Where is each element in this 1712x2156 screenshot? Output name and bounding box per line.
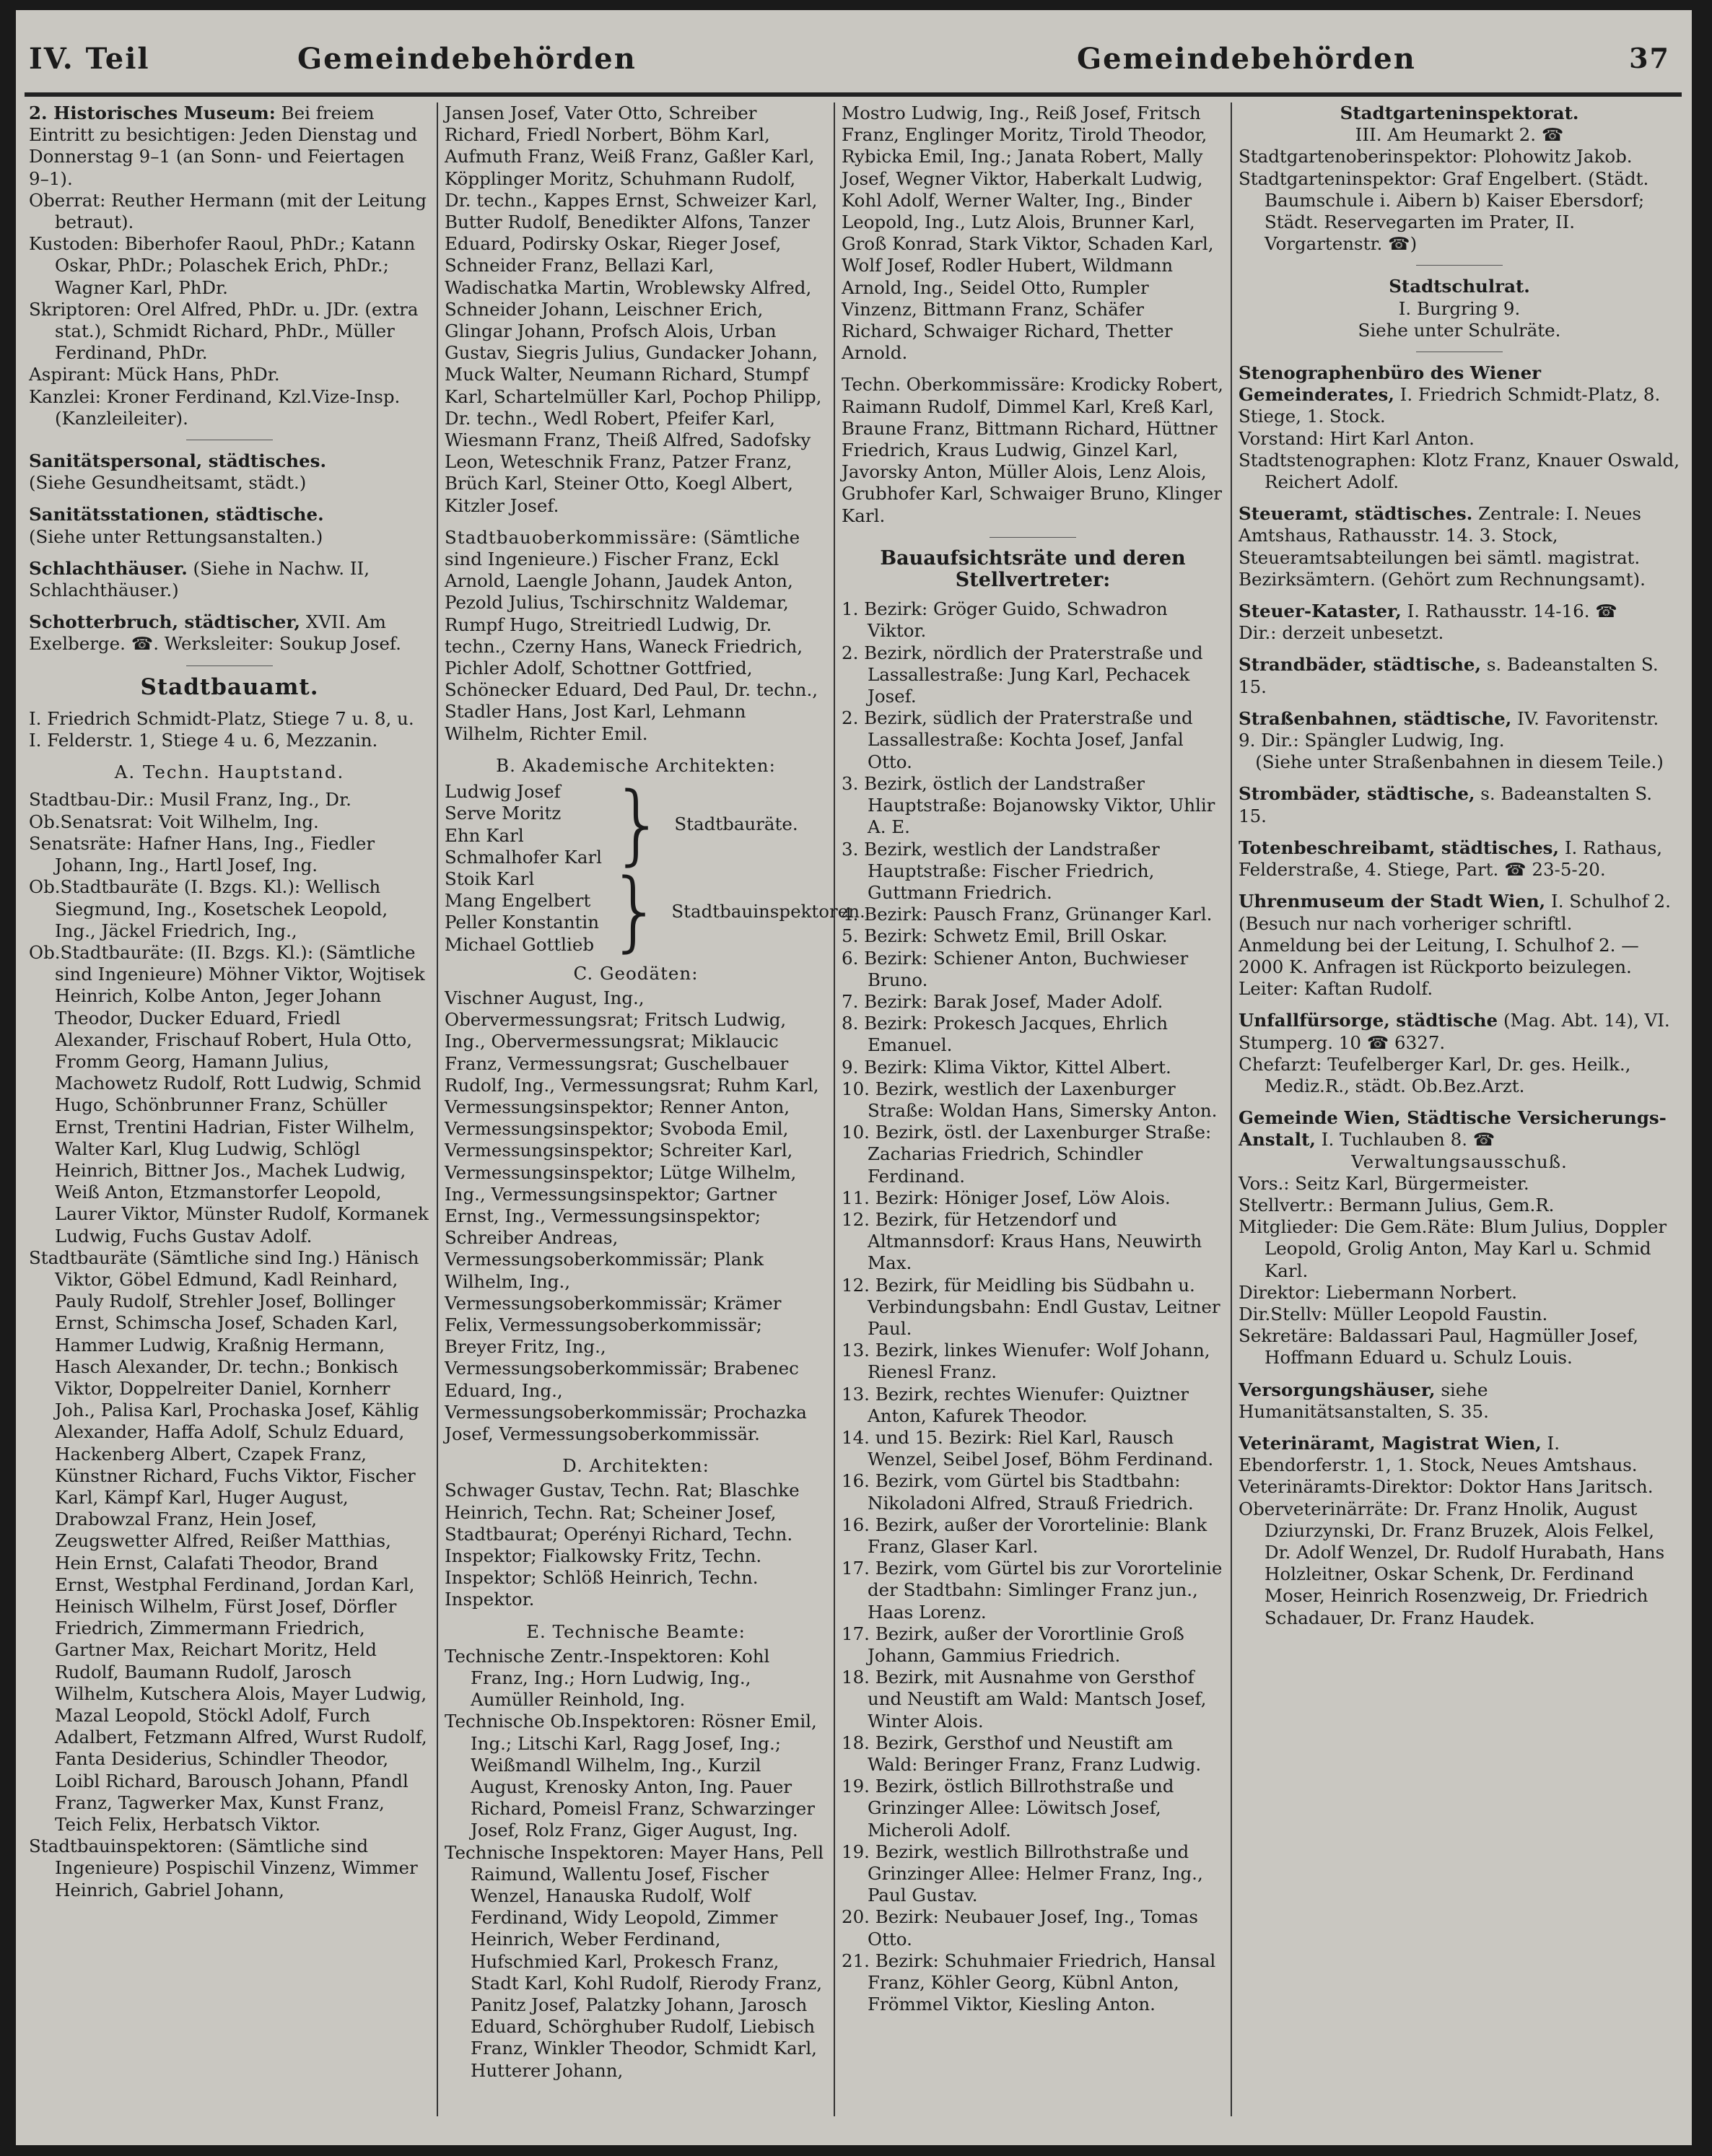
entry-title: Steuer-Kataster, [1239, 601, 1402, 622]
district-row: 5. Bezirk: Schwetz Emil, Brill Oskar. [842, 925, 1168, 947]
entry-text: I. Friedrich Schmidt-Platz, 8. Stiege, 1. Stock. [1239, 384, 1661, 427]
entry-title: Unfallfürsorge, städtische [1239, 1010, 1498, 1031]
district-row: 16. Bezirk, vom Gürtel bis Stadtbahn: Nikoladoni Alfred, Strauß Friedrich. [842, 1470, 1194, 1514]
subsection-title: A. Techn. Hauptstand. [114, 761, 345, 783]
entry-text: I. Schulhof 2. (Besuch nur nach vorheriger schriftl. Anmeldung bei der Leitung, I. Schulhof 2. — 2000 K. Anfragen ist Rückporto beizulegen. [1239, 891, 1671, 977]
steno-entry [1239, 362, 1680, 493]
entry-line: Kanzlei: Kroner Ferdinand, Kzl.Vize-Insp. (Kanzleileiter). [29, 385, 401, 429]
unfallfuersorge-entry [1239, 1010, 1680, 1097]
staff-line: Technische Ob.Inspektoren: Rösner Emil, Ing.; Litschi Karl, Ragg Josef, Ing.; Weißmandl Wilhelm, Ing., Kurzil August, Krenosky Anton, Ing. Pauer Richard, Pomeisl Franz, Schwarzinger Josef, Rolz Franz, Giger August, Ing. [445, 1711, 817, 1841]
staff-line: Stadtstenographen: Klotz Franz, Knauer Oswald, Reichert Adolf. [1239, 449, 1680, 493]
staff-line: Dir.Stellv: Müller Leopold Faustin. [1239, 1303, 1548, 1324]
staff-line: Technische Zentr.-Inspektoren: Kohl Franz, Ing.; Horn Ludwig, Ing., Aumüller Reinhold, Ing. [445, 1645, 770, 1711]
entry-text: Zentrale: I. Neues Amtshaus, Rathausstr. 14. 3. Stock, Steueramtsabteilungen bei sämtl. magistrat. Bezirksämtern. (Gehört zum Rechnungsamt). [1239, 503, 1646, 590]
district-row: 1. Bezirk: Gröger Guido, Schwadron Viktor. [842, 598, 1168, 642]
page-number: 37 [1629, 42, 1670, 74]
entry-title: Steueramt, städtisches. [1239, 503, 1473, 525]
staff-line: Ob.Stadtbauräte (I. Bzgs. Kl.): Wellisch Siegmund, Ing., Kosetschek Leopold, Ing., Jäckel Friedrich, Ing., [29, 876, 388, 941]
district-row: 4. Bezirk: Pausch Franz, Grünanger Karl. [842, 904, 1213, 925]
entry-title: Sanitätspersonal, städtisches. [29, 450, 326, 472]
staff-line: Stellvertr.: Bermann Julius, Gem.R. [1239, 1194, 1555, 1216]
entry-text: (Siehe Gesundheitsamt, städt.) [29, 472, 307, 494]
subsection-title: E. Technische Beamte: [526, 1620, 746, 1642]
separator [990, 537, 1076, 538]
column-divider [834, 102, 835, 2116]
entry-title: Schlachthäuser. [29, 557, 188, 579]
entry-text: I. Rathaus, Felderstraße, 4. Stiege, Part. ☎ 23-5-20. [1239, 837, 1663, 881]
district-row: 13. Bezirk, linkes Wienufer: Wolf Johann, Rienesl Franz. [842, 1340, 1210, 1383]
name: Michael Gottlieb [445, 933, 595, 955]
name-list [445, 868, 599, 956]
district-row: 6. Bezirk: Schiener Anton, Buchwieser Bruno. [842, 947, 1189, 990]
staff-line: Stadtbau-Dir.: Musil Franz, Ing., Dr. [29, 789, 351, 811]
strombaeder-entry [1239, 783, 1680, 826]
district-row: 10. Bezirk, östl. der Laxenburger Straße: Zacharias Friedrich, Schindler Ferdinand. [842, 1122, 1212, 1187]
district-row: 9. Bezirk: Klima Viktor, Kittel Albert. [842, 1056, 1171, 1078]
district-list [842, 598, 1224, 2015]
district-row: 13. Bezirk, rechtes Wienufer: Quiztner Anton, Kafurek Theodor. [842, 1383, 1189, 1426]
district-row: 11. Bezirk: Höniger Josef, Löw Alois. [842, 1187, 1171, 1208]
staff-line: Technische Inspektoren: Mayer Hans, Pell Raimund, Wallentu Josef, Fischer Wenzel, Hanauska Rudolf, Wolf Ferdinand, Widy Leopold, Zimmer Heinrich, Weber Ferdinand, Hufschmied Karl, Prokesch Franz, Stadt Karl, Kohl Rudolf, Rierody Franz, Panitz Josef, Palatzky Johann, Jarosch Eduard, Schörghuber Rudolf, Liebisch Franz, Winkler Theodor, Schmidt Karl, Hutterer Johann, [445, 1841, 824, 2081]
district-row: 18. Bezirk, mit Ausnahme von Gersthof und Neustift am Wald: Mantsch Josef, Winter Alois. [842, 1667, 1207, 1732]
district-row: 16. Bezirk, außer der Vorortelinie: Blank Franz, Glaser Karl. [842, 1514, 1207, 1557]
district-row: 21. Bezirk: Schuhmaier Friedrich, Hansal Franz, Köhler Georg, Kübnl Anton, Frömmel Viktor, Kiesling Anton. [842, 1950, 1216, 2015]
running-title-right: Gemeindebehörden [1077, 42, 1416, 76]
district-row: 20. Bezirk: Neubauer Josef, Ing., Tomas Otto. [842, 1906, 1198, 1950]
entry-note: (Siehe unter Straßenbahnen in diesem Teile.) [1255, 751, 1664, 773]
entry-text: s. Badeanstalten S. 15. [1239, 783, 1653, 826]
entry-text: IV. Favoritenstr. 9. Dir.: Spängler Ludwig, Ing. [1239, 707, 1659, 751]
entry-title: 2. Historisches Museum: [29, 102, 276, 123]
entry-title: Stadtschulrat. [1389, 276, 1530, 297]
district-row: 18. Bezirk, Gersthof und Neustift am Wald: Beringer Franz, Franz Ludwig. [842, 1732, 1202, 1776]
staff-line: Dir.: derzeit unbesetzt. [1239, 622, 1444, 644]
entry-title: Veterinäramt, Magistrat Wien, [1239, 1432, 1542, 1454]
entry-address: I. Burgring 9. [1398, 297, 1521, 319]
entry-title: Stadtgarteninspektorat. [1340, 102, 1579, 123]
district-row: 3. Bezirk, westlich der Landstraßer Hauptstraße: Fischer Friedrich, Guttmann Friedrich. [842, 838, 1160, 903]
district-row: 2. Bezirk, nördlich der Praterstraße und Lassallestraße: Jung Karl, Pechacek Josef. [842, 642, 1203, 707]
district-row: 8. Bezirk: Prokesch Jacques, Ehrlich Emanuel. [842, 1013, 1168, 1056]
entry-title: Sanitätsstationen, städtische. [29, 504, 324, 525]
staff-line: Vors.: Seitz Karl, Bürgermeister. [1239, 1172, 1529, 1194]
brace-symbol: } [608, 861, 663, 962]
separator [186, 665, 273, 666]
entry-text: XVII. Am Exelberge. ☎. Werksleiter: Soukup Josef. [29, 611, 401, 655]
staff-line: Mitglieder: Die Gem.Räte: Blum Julius, Doppler Leopold, Grolig Anton, May Karl u. Schmid Karl. [1239, 1216, 1667, 1281]
strandbaeder-entry [1239, 654, 1680, 697]
column-3 [836, 102, 1230, 2131]
running-title-left: Gemeindebehörden [297, 42, 637, 76]
district-row: 10. Bezirk, westlich der Laxenburger Straße: Woldan Hans, Simersky Anton. [842, 1078, 1218, 1121]
district-row: 17. Bezirk, vom Gürtel bis zur Vorortelinie der Stadtbahn: Simlinger Franz jun., Haas Lorenz. [842, 1558, 1223, 1623]
entry-text: I. Tuchlauben 8. ☎ [1321, 1129, 1495, 1151]
separator [1416, 265, 1503, 266]
staff-line: Stadtbauinspektoren: (Sämtliche sind Ingenieure) Pospischil Vinzenz, Wimmer Heinrich, Gabriel Johann, [29, 1836, 418, 1900]
subsection-title: C. Geodäten: [573, 962, 699, 984]
entry-text: (Mag. Abt. 14), VI. Stumperg. 10 ☎ 6327. [1239, 1010, 1670, 1053]
entry-text: s. Badeanstalten S. 15. [1239, 654, 1659, 697]
column-divider [437, 102, 438, 2116]
section-title: Bauaufsichtsräte und deren Stellvertreter: [880, 546, 1186, 592]
name: Serve Moritz [445, 803, 562, 824]
entry-text: I. Ebendorferstr. 1, 1. Stock, Neues Amtshaus. [1239, 1432, 1638, 1476]
sanitaetspersonal-entry [29, 450, 430, 494]
entry-text: (Siehe in Nachw. II, Schlachthäuser.) [29, 557, 370, 601]
name: Schmalhofer Karl [445, 846, 603, 868]
staff-line: Chefarzt: Teufelberger Karl, Dr. ges. Heilk., Mediz.R., städt. Ob.Bez.Arzt. [1239, 1053, 1631, 1096]
staff-line: Ob.Stadtbauräte: (II. Bzgs. Kl.): (Sämtliche sind Ingenieure) Möhner Viktor, Wojtisek Heinrich, Kolbe Anton, Jeger Johann Theodor, Ducker Eduard, Friedl Alexander, Frischauf Robert, Hula Otto, Fromm Georg, Hamann Julius, Machowetz Rudolf, Rott Ludwig, Schmid Hugo, Schönbrunner Franz, Schüller Ernst, Trentini Hadrian, Fister Wilhelm, Walter Karl, Klug Ludwig, Schlögl Heinrich, Bittner Jos., Machek Ludwig, Weiß Anton, Etzmanstorfer Leopold, Laurer Viktor, Münster Rudolf, Kormanek Ludwig, Fuchs Gustav Adolf. [29, 941, 429, 1247]
schotterbruch-entry [29, 611, 430, 655]
uhrenmuseum-entry [1239, 891, 1680, 1000]
veterinaeramt-entry [1239, 1433, 1680, 1629]
part-label: IV. Teil [29, 42, 150, 76]
entry-title: Uhrenmuseum der Stadt Wien, [1239, 891, 1546, 912]
staff-line: Sekretäre: Baldassari Paul, Hagmüller Josef, Hoffmann Eduard u. Schulz Louis. [1239, 1325, 1639, 1369]
brace-symbol: } [611, 774, 666, 875]
architect-group-1 [445, 774, 827, 875]
subsection-title: B. Akademische Architekten: [496, 754, 776, 776]
continued-text: Jansen Josef, Vater Otto, Schreiber Richard, Friedl Norbert, Böhm Karl, Aufmuth Franz, Weiß Franz, Gaßler Karl, Köpplinger Moritz, Schuhmann Rudolf, Dr. techn., Kappes Ernst, Schweizer Karl, Butter Rudolf, Benedikter Alfons, Tanzer Eduard, Podirsky Oskar, Rieger Josef, Schneider Franz, Bellazi Karl, Wadischatka Martin, Wroblewsky Alfred, Schneider Johann, Leischner Erich, Glingar Johann, Profsch Alois, Urban Gustav, Siegris Julius, Gundacker Johann, Muck Walter, Neumann Richard, Stumpf Karl, Schartelmüller Karl, Pochop Philipp, Dr. techn., Wedl Robert, Pfeifer Karl, Wiesmann Franz, Theiß Alfred, Sadofsky Leon, Weteschnik Franz, Patzer Franz, Brüch Karl, Steiner Otto, Koegl Albert, Kitzler Josef. [445, 102, 822, 516]
entry-title: Strandbäder, städtische, [1239, 654, 1482, 676]
staff-line: Vorstand: Hirt Karl Anton. [1239, 427, 1475, 449]
entry-text: (Sämtliche sind Ingenieure.) Fischer Franz, Eckl Arnold, Laengle Johann, Jaudek Anton, Pezold Julius, Tschirschnitz Waldemar, Rumpf Hugo, Streitriedl Ludwig, Dr. techn., Czerny Hans, Waneck Friedrich, Pichler Adolf, Schottner Gottfried, Schönecker Eduard, Ded Paul, Dr. techn., Stadler Hans, Jost Karl, Lehmann Wilhelm, Richter Emil. [445, 526, 818, 744]
staff-line: Stadtgarteninspektor: Graf Engelbert. (Städt. Baumschule i. Aibern b) Kaiser Ebersdorf; Städt. Reservegarten im Prater, II. Vorgartenstr. ☎) [1239, 167, 1649, 255]
staff-line: Veterinäramts-Direktor: Doktor Hans Jaritsch. [1239, 1476, 1654, 1498]
name-list [445, 781, 602, 868]
entry-text: (Siehe unter Rettungsanstalten.) [29, 525, 323, 547]
staff-line: Leiter: Kaftan Rudolf. [1239, 978, 1433, 1000]
subsection-title: D. Architekten: [562, 1455, 709, 1477]
subsection-title: Verwaltungsausschuß. [1351, 1151, 1568, 1172]
district-row: 17. Bezirk, außer der Vorortlinie Groß Johann, Gammius Friedrich. [842, 1623, 1184, 1667]
museum-entry [29, 102, 430, 429]
versicherung-entry [1239, 1107, 1680, 1369]
schlachthaeuser-entry [29, 558, 430, 601]
name: Stoik Karl [445, 868, 535, 889]
district-row: 12. Bezirk, für Meidling bis Südbahn u. Verbindungsbahn: Endl Gustav, Leitner Paul. [842, 1274, 1220, 1339]
group-label: Stadtbauinspektoren. [671, 901, 865, 922]
entry-title: Gemeinde Wien, Städtische Versicherungs-Anstalt, [1239, 1107, 1667, 1151]
group-label: Stadtbauräte. [674, 813, 798, 835]
totenbeschreibamt-entry [1239, 837, 1680, 881]
versorgungshaeuser-entry [1239, 1379, 1680, 1423]
entry-text: I. Rathausstr. 14-16. ☎ [1407, 601, 1617, 622]
entry-title: Stadtbauoberkommissäre: [445, 526, 698, 548]
header-rule [25, 92, 1682, 97]
column-4 [1233, 102, 1686, 2131]
oberkommissaere-text: Techn. Oberkommissäre: Krodicky Robert, Raimann Rudolf, Dimmel Karl, Kreß Karl, Braune Franz, Bittmann Richard, Hüttner Friedrich, Kraus Ludwig, Ginzel Karl, Javorsky Anton, Müller Alois, Lenz Alois, Grubhofer Karl, Schwaiger Bruno, Klinger Karl. [842, 374, 1223, 526]
entry-title: Versorgungshäuser, [1239, 1379, 1436, 1400]
entry-address: III. Am Heumarkt 2. ☎ [1355, 124, 1564, 146]
entry-title: Stenographenbüro des Wiener Gemeinderates, [1239, 362, 1542, 406]
name: Mang Engelbert [445, 890, 591, 912]
staff-line: Stadtgartenoberinspektor: Plohowitz Jakob. [1239, 146, 1633, 167]
district-row: 19. Bezirk, westlich Billrothstraße und Grinzinger Allee: Helmer Franz, Ing., Paul Gustav. [842, 1841, 1203, 1906]
staff-line: Oberveterinärräte: Dr. Franz Hnolik, August Dziurzynski, Dr. Franz Bruzek, Alois Felkel, Dr. Adolf Wenzel, Dr. Rudolf Hurabath, Hans Holzleitner, Oskar Schenk, Dr. Ferdinand Moser, Heinrich Rosenzweig, Dr. Friedrich Schadauer, Dr. Franz Haudek. [1239, 1498, 1665, 1628]
district-row: 12. Bezirk, für Hetzendorf und Altmannsdorf: Kraus Hans, Neuwirth Max. [842, 1208, 1202, 1274]
entry-title: Totenbeschreibamt, städtisches, [1239, 837, 1560, 858]
name: Ludwig Josef [445, 781, 561, 803]
bauamt-address: I. Friedrich Schmidt-Platz, Stiege 7 u. 8, u. I. Felderstr. 1, Stiege 4 u. 6, Mezzanin. [29, 707, 414, 751]
staff-line: Direktor: Liebermann Norbert. [1239, 1281, 1517, 1303]
district-row: 19. Bezirk, östlich Billrothstraße und Grinzinger Allee: Löwitsch Josef, Micheroli Adolf. [842, 1776, 1174, 1841]
name: Peller Konstantin [445, 912, 599, 933]
staff-line: Ob.Senatsrat: Voit Wilhelm, Ing. [29, 811, 319, 832]
section-title: Stadtbauamt. [140, 673, 319, 700]
district-row: 14. und 15. Bezirk: Riel Karl, Rausch Wenzel, Seibel Josef, Böhm Ferdinand. [842, 1426, 1214, 1470]
entry-title: Strombäder, städtische, [1239, 783, 1475, 805]
kataster-entry [1239, 601, 1680, 644]
entry-line: Kustoden: Biberhofer Raoul, PhDr.; Katann Oskar, PhDr.; Polaschek Erich, PhDr.; Wagner Karl, PhDr. [29, 233, 416, 298]
entry-text: siehe Humanitätsanstalten, S. 35. [1239, 1379, 1489, 1422]
entry-title: Straßenbahnen, städtische, [1239, 707, 1512, 729]
entry-text: Siehe unter Schulräte. [1358, 319, 1561, 341]
strassenbahnen-entry [1239, 708, 1680, 774]
geodaeten-text: Vischner August, Ing., Obervermessungsrat; Fritsch Ludwig, Ing., Obervermessungsrat; Miklaucic Franz, Vermessungsrat; Guschelbauer Rudolf, Ing., Vermessungsrat; Ruhm Karl, Vermessungsinspektor; Renner Anton, Vermessungsinspektor; Svoboda Emil, Vermessungsinspektor; Schreiter Karl, Vermessungsinspektor; Lütge Wilhelm, Ing., Vermessungsinspektor; Gartner Ernst, Ing., Vermessungsinspektor; Schreiber Andreas, Vermessungsoberkommissär; Plank Wilhelm, Ing., Vermessungsoberkommissär; Krämer Felix, Vermessungsoberkommissär; Breyer Fritz, Ing., Vermessungsoberkommissär; Brabenec Eduard, Ing., Vermessungsoberkommissär; Prochazka Josef, Vermessungsoberkommissär. [445, 987, 819, 1444]
entry-title: Schotterbruch, städtischer, [29, 611, 301, 633]
entry-line: Skriptoren: Orel Alfred, PhDr. u. JDr. (extra stat.), Schmidt Richard, PhDr., Müller Ferdinand, PhDr. [29, 298, 419, 364]
staff-line: Stadtbauräte (Sämtliche sind Ing.) Hänisch Viktor, Göbel Edmund, Kadl Reinhard, Pauly Rudolf, Strehler Josef, Bollinger Ernst, Schimscha Josef, Schaden Karl, Hammer Ludwig, Kraßnig Hermann, Hasch Alexander, Dr. techn.; Bonkisch Viktor, Doppelreiter Daniel, Kornherr Joh., Palisa Karl, Prochaska Josef, Kählig Alexander, Haffa Adolf, Schulz Eduard, Hackenberg Albert, Czapek Franz, Künstner Richard, Fuchs Viktor, Fischer Karl, Kämpf Karl, Huger August, Drabowzal Franz, Hein Josef, Zeugswetter Alfred, Reißer Matthias, Hein Ernst, Calafati Theodor, Brand Ernst, Westphal Ferdinand, Jordan Karl, Heinisch Wilhelm, Fürst Josef, Dörfler Friedrich, Zimmermann Friedrich, Gartner Max, Reichart Moritz, Held Rudolf, Baumann Rudolf, Jarosch Wilhelm, Kutschera Alois, Mayer Ludwig, Mazal Leopold, Stöckl Adolf, Furch Adalbert, Fetzmann Alfred, Wurst Rudolf, Fanta Desiderius, Schindler Theodor, Loibl Richard, Barousch Johann, Pfandl Franz, Tagwerker Max, Kunst Franz, Teich Felix, Herbatsch Viktor. [29, 1247, 427, 1836]
directory-page [16, 10, 1692, 2145]
column-divider [1231, 102, 1232, 2116]
district-row: 7. Bezirk: Barak Josef, Mader Adolf. [842, 990, 1163, 1012]
district-row: 3. Bezirk, östlich der Landstraßer Hauptstraße: Bojanowsky Viktor, Uhlir A. E. [842, 772, 1215, 838]
architect-group-2 [445, 861, 865, 962]
name: Ehn Karl [445, 824, 524, 846]
sanitaetsstationen-entry [29, 504, 430, 547]
entry-line: Aspirant: Mück Hans, PhDr. [29, 364, 280, 385]
oberkommissaere-entry [445, 527, 827, 745]
architekten-text: Schwager Gustav, Techn. Rat; Blaschke Heinrich, Techn. Rat; Scheiner Josef, Stadtbaurat; Operényi Richard, Techn. Inspektor; Fialkowsky Fritz, Techn. Inspektor; Schlöß Heinrich, Techn. Inspektor. [445, 1480, 800, 1610]
continued-text: Mostro Ludwig, Ing., Reiß Josef, Fritsch Franz, Englinger Moritz, Tirold Theodor, Rybicka Emil, Ing.; Janata Robert, Mally Josef, Wegner Viktor, Haberkalt Ludwig, Kohl Adolf, Werner Walter, Ing., Binder Leopold, Ing., Lutz Alois, Brunner Karl, Groß Konrad, Stark Viktor, Schaden Karl, Wolf Josef, Rodler Hubert, Wildmann Arnold, Ing., Seidel Otto, Rumpler Vinzenz, Bittmann Franz, Schäfer Richard, Schwaiger Richard, Thetter Arnold. [842, 102, 1214, 364]
steueramt-entry [1239, 503, 1680, 590]
column-2 [439, 102, 865, 2131]
entry-text: Bei freiem Eintritt zu besichtigen: Jeden Dienstag und Donnerstag 9–1 (an Sonn- und Feiertagen 9–1). [29, 102, 418, 189]
column-1 [23, 102, 436, 2131]
page-header [16, 42, 1692, 85]
district-row: 2. Bezirk, südlich der Praterstraße und Lassallestraße: Kochta Josef, Janfal Otto. [842, 707, 1193, 772]
entry-line: Oberrat: Reuther Hermann (mit der Leitung betraut). [29, 189, 427, 233]
staff-line: Senatsräte: Hafner Hans, Ing., Fiedler Johann, Ing., Hartl Josef, Ing. [29, 832, 375, 876]
